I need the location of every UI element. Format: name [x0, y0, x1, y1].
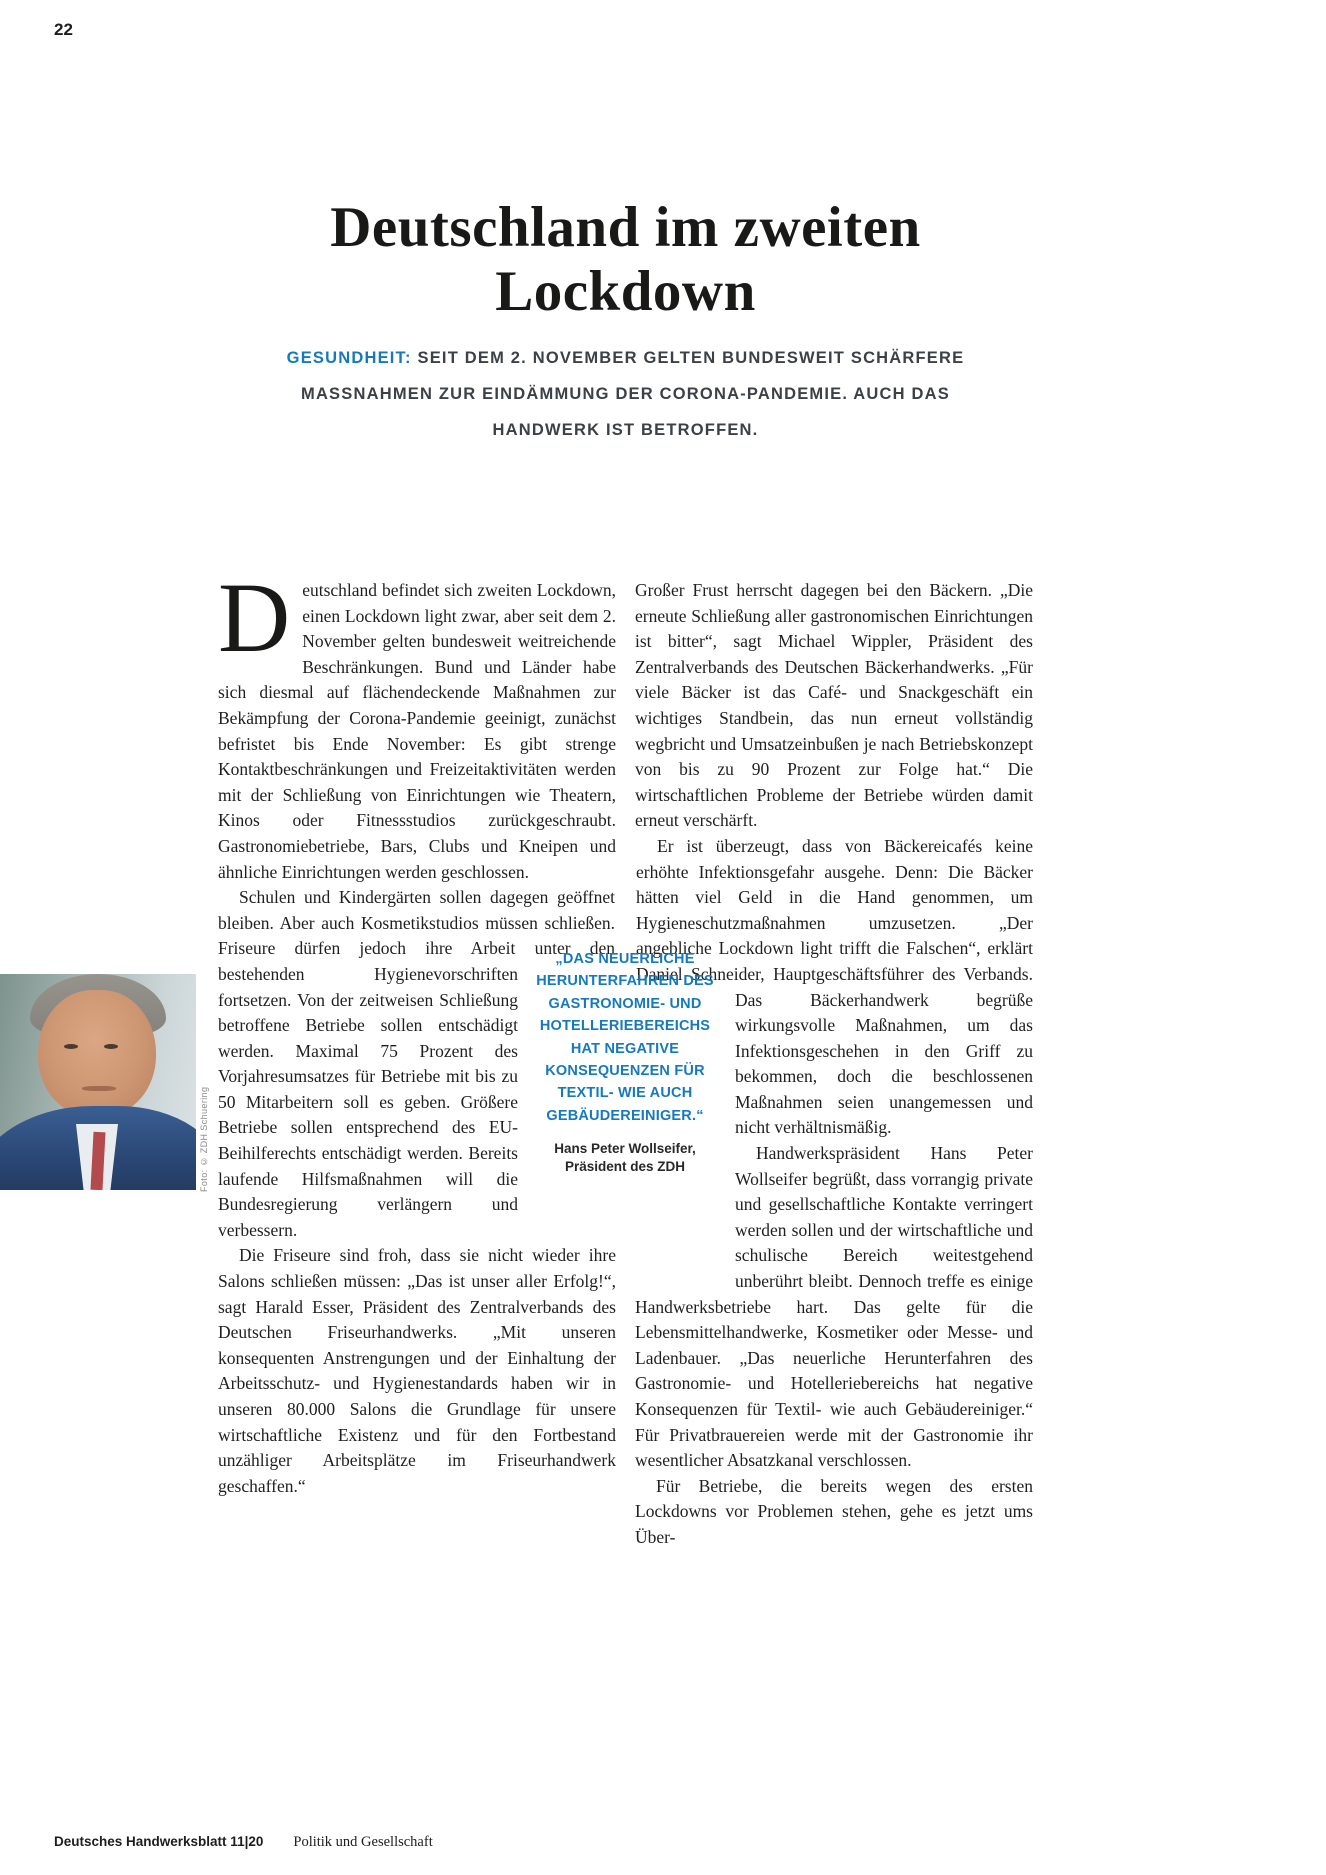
- photo-mouth-shape: [82, 1086, 116, 1091]
- photo-eye-shape: [64, 1044, 78, 1049]
- page-number: 22: [54, 20, 73, 39]
- kicker-label: GESUNDHEIT:: [286, 349, 412, 367]
- paragraph: [635, 578, 1033, 834]
- dropcap: D: [218, 562, 291, 673]
- article-title: [218, 196, 1033, 324]
- title-line-2: Lockdown: [495, 260, 756, 323]
- paragraph: [218, 562, 616, 885]
- paragraph-text: Er ist überzeugt, dass von Bäckereicafés keine erhöhte Infektionsgefahr ausgehe. Denn: Die Bäcker hätten viel Geld in die Hand genommen, um Hygieneschutzmaßnahmen umzusetzen. „Der angebliche Lockdown light trifft die Falschen“, erklärt Daniel Schneider, Hauptgeschäftsführer des Verbands. Das Bäckerhandwerk begrüße wirkungsvolle Maßnahmen, um das Infektionsgeschehen in den Griff zu bekommen, doch die beschlossenen Maßnahmen seien unangemessen und nicht verhältnismäßig.: [636, 835, 1033, 1138]
- paragraph-text: Großer Frust herrscht dagegen bei den Bäckern. „Die erneute Schließung aller gastronomischen Einrichtungen ist bitter“, sagt Michael Wippler, Präsident des Zentralverbands des Deutschen Bäckerhandwerks. „Für viele Bäcker ist das Café- und Snackgeschäft ein wichtiges Standbein, das nun erneut vollständig wegbricht und Umsatzeinbußen je nach Betriebskonzept von bis zu 90 Prozent zur Folge hat.“ Die wirtschaftlichen Probleme der Betriebe würden damit erneut verschärft.: [635, 580, 1033, 831]
- paragraph-text: Handwerkspräsident Hans Peter Wollseifer begrüßt, dass vorrangig private und gesellschaftliche Kontakte verringert werden sollen und der wirtschaftliche und schulische Bereich weitestgehend unberührt bleibt. Dennoch treffe es einige Handwerksbetriebe hart. Das gelte für die Lebensmittelhandwerke, Kosmetiker oder Messe- und Ladenbauer. „Das neuerliche Herunterfahren des Gastronomie- und Hotelleriebereichs hat negative Konsequenzen für Textil- wie auch Gebäudereiniger.“ Für Privatbrauereien werde mit der Gastronomie ihr wesentlicher Absatzkanal verschlossen.: [635, 1143, 1033, 1471]
- photo-credit: Foto: © ZDH Schuering: [199, 1086, 209, 1192]
- paragraph-text: Für Betriebe, die bereits wegen des ersten Lockdowns vor Problemen stehen, gehe es jetzt ums Über-: [635, 1475, 1033, 1547]
- pullquote-attribution-name: Hans Peter Wollseifer,: [554, 1141, 696, 1157]
- pullquote-attribution-role: Präsident des ZDH: [564, 1159, 686, 1175]
- paragraph-text: Schulen und Kindergärten sollen dagegen geöffnet bleiben. Aber auch Kosmetikstudios müssen schließen. Friseure dürfen jedoch ihre Arbeit unter den bestehenden Hygienevorschriften fortsetzen. Von der zeitweisen Schließung betroffene Betriebe sollen entschädigt werden. Maximal 75 Prozent des Vorjahresumsatzes für Betriebe mit bis zu 50 Mitarbeitern soll es geben. Größere Betriebe sollen entsprechend des EU-Beihilferechts entschädigt werden. Bereits laufende Hilfsmaßnahmen will die Bundesregierung verlängern und verbessern.: [218, 887, 615, 1240]
- paragraph: [635, 1474, 1033, 1551]
- photo-eye-shape: [104, 1044, 118, 1049]
- title-line-1: Deutschland im zweiten: [330, 196, 921, 259]
- footer-section: Politik und Gesellschaft: [293, 1834, 433, 1850]
- photo-face-shape: [38, 990, 156, 1116]
- article-kicker: [282, 340, 969, 448]
- page-footer: [54, 1833, 433, 1851]
- paragraph: [218, 1243, 616, 1499]
- pullquote-text: „DAS NEUERLICHE HERUNTERFAHREN DES GASTRONOMIE- UND HOTELLERIEBEREICHS HAT NEGATIVE KONSEQUENZEN FÜR TEXTIL- WIE AUCH GEBÄUDEREINIGER.“: [536, 951, 714, 1124]
- kicker-text: SEIT DEM 2. NOVEMBER GELTEN BUNDESWEIT SCHÄRFERE MASSNAHMEN ZUR EINDÄMMUNG DER CORONA-PANDEMIE. AUCH DAS HANDWERK IST BETROFFEN.: [301, 349, 965, 439]
- portrait-photo: [0, 974, 196, 1190]
- footer-publication: Deutsches Handwerksblatt 11|20: [54, 1834, 264, 1849]
- paragraph-text: eutschland befindet sich zweiten Lockdown, einen Lockdown light zwar, aber seit dem 2. November gelten bundesweit weitreichende Beschränkungen. Bund und Länder habe sich diesmal auf flächendeckende Maßnahmen zur Bekämpfung der Corona-Pandemie geeinigt, zunächst befristet bis Ende November: Es gibt strenge Kontaktbeschränkungen und Freizeitaktivitäten werden mit der Schließung von Einrichtungen wie Theatern, Kinos oder Fitnessstudios zurückgeschraubt. Gastronomiebetriebe, Bars, Clubs und Kneipen und ähnliche Einrichtungen werden geschlossen.: [218, 580, 616, 882]
- pullquote: [535, 948, 715, 1176]
- paragraph-text: Die Friseure sind froh, dass sie nicht wieder ihre Salons schließen müssen: „Das ist unser aller Erfolg!“, sagt Harald Esser, Präsident des Zentralverbands des Deutschen Friseurhandwerks. „Mit unseren konsequenten Anstrengungen und der Einhaltung der Arbeitsschutz- und Hygienestandards haben wir in unseren 80.000 Salons die Grundlage für unsere wirtschaftliche Existenz und für den Fortbestand unzähliger Arbeitsplätze im Friseurhandwerk geschaffen.“: [218, 1245, 616, 1496]
